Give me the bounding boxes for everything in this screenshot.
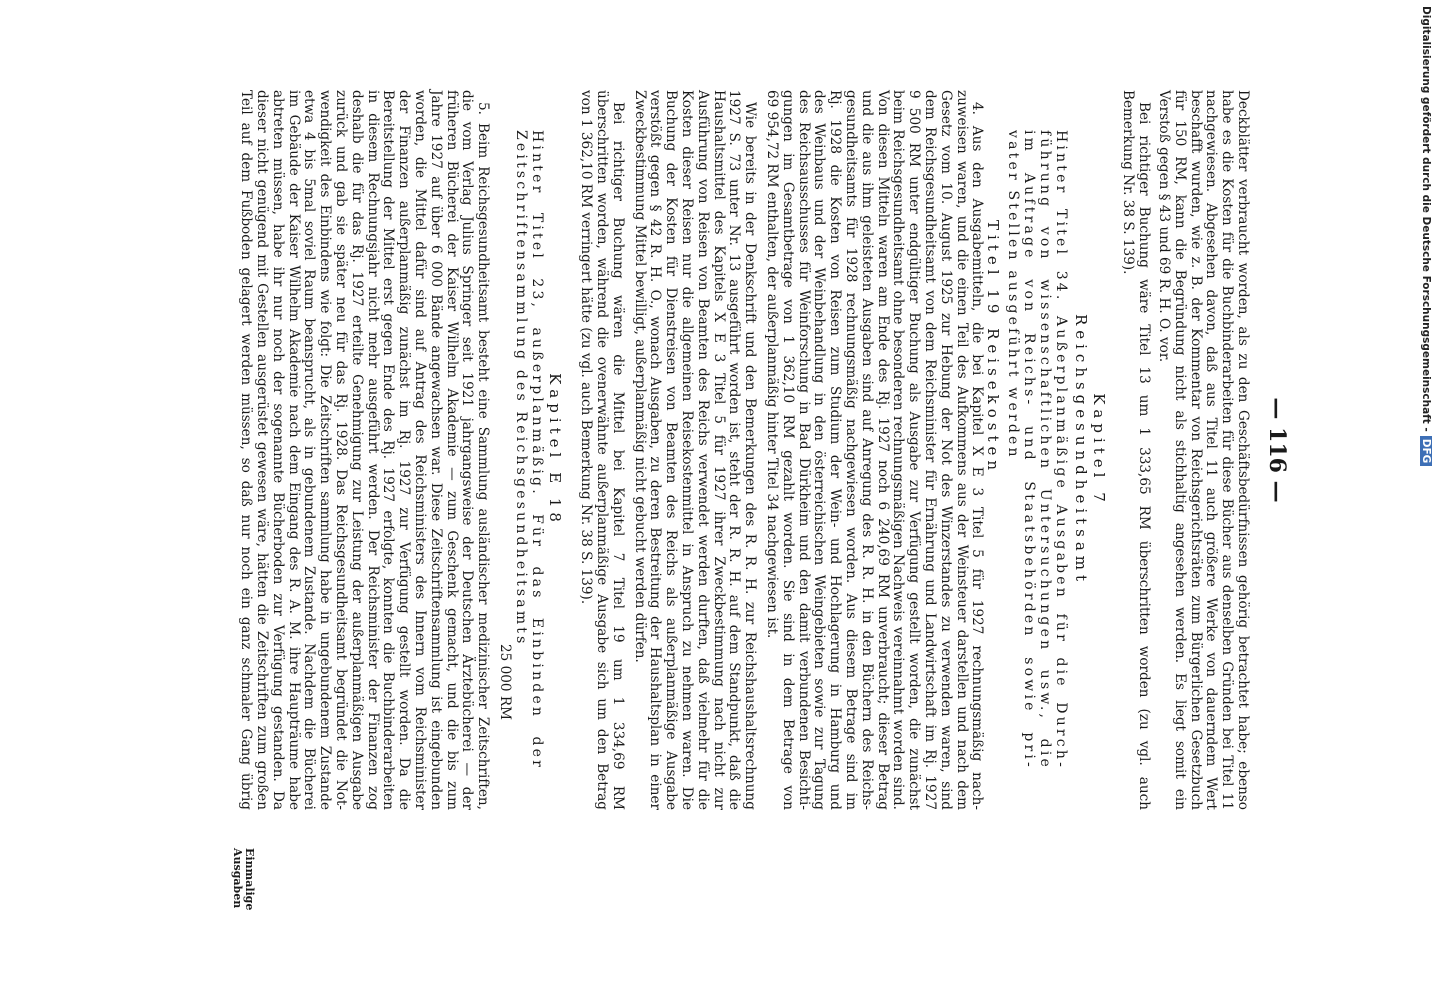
chapter-7-heading: Kapitel 7: [1089, 393, 1108, 507]
text-line: Rj. 1928 die Kosten von Reisen zum Studium der Wein- und Hochlagerung in Hamburg und: [827, 90, 844, 810]
text-line: und die aus ihm geleisteten Ausgaben sind auf Anregung des R. R. H. in den Büchern des Reichs-: [858, 90, 875, 810]
digitization-note: [1418, 6, 1432, 996]
text-line: zurück und gab sie später neu für das Rj. 1928. Das Reichsgesundheitsamt begründet die Not-: [332, 90, 349, 810]
text-line: für 150 RM, kann die Begründung nicht als stichhaltig angesehen werden. Es liegt somit ein: [1171, 90, 1188, 810]
text-line: des Weinbaus und der Weinbehandlung in den österreichischen Weingebieten sowie zur Tagung: [811, 90, 828, 810]
text-line: wendigkeit des Einbindens wie folgt: Die Zeitschriften sammlung habe in ungebundenem Zustande: [317, 90, 334, 810]
text-line: habe es die Kosten für die Buchbinderarbeiten für diese Bücher aus denselben Gründen bei Titel 11: [1219, 90, 1236, 810]
text-line: gungen im Gesamtbetrage von 1 362,10 RM gezahlt worden. Sie sind in dem Betrage von: [779, 90, 796, 810]
text-line: dem Reichsgesundheitsamt von dem Reichsminister für Ernährung und Landwirtschaft im Rj. 1927: [922, 90, 939, 810]
text-line: beschafft wurden, wie z. B. der Kommentar von Reichsgerichtsräten zum Bürgerlichen Gesetzbuch: [1187, 90, 1204, 810]
text-line: Haushaltsmittel des Kapitels X E 3 Titel 5 für 1927 ihrer Zweckbestimmung nach nicht zur: [710, 90, 727, 810]
text-line: nachgewiesen. Abgesehen davon, daß aus Titel 11 auch größere Werke von dauerndem Wert: [1203, 90, 1220, 810]
text-line: gesundheitsamts für 1928 rechnungsmäßig nachgewiesen worden. Aus diesem Betrage sind im: [843, 90, 860, 810]
margin-note-line-2: Ausgaben: [231, 848, 244, 909]
text-line: dieser nicht genügend mit Gestellen ausgerüstet gewesen wäre, hätten die Zeitschriften zum großen: [253, 90, 270, 810]
text-line: 69 954,72 RM enthalten, der außerplanmäßig hinter Titel 34 nachgewiesen ist.: [764, 90, 781, 639]
text-line: Verstoß gegen § 43 und 69 R. H. O. vor.: [1156, 90, 1173, 363]
paragraph-4: [763, 90, 984, 810]
text-line: beim Reichsgesundheitsamt ohne besonderen rechnungsmäßigen Nachweis vereinnahmt worden sind.: [890, 90, 907, 810]
rotated-page: [110, 90, 1290, 810]
text-line: abtreten müssen, habe ihr nur noch der sogenannte Bücherboden zur Verfügung gestanden. Da: [269, 90, 286, 810]
text-line: Bereitstellung der Mittel erst gegen Ende des Rj. 1927 erfolgte, konnten die Buchbinderarbeiten: [380, 90, 397, 810]
text-line: führung von wissenschaftlichen Untersuchungen usw., die: [1036, 130, 1053, 770]
text-line: Ausführung von Reisen von Beamten des Reichs verwendet werden durften, daß vielmehr für die: [694, 90, 711, 810]
text-line: die vom Verlag Julius Springer seit 1921 jahrgangsweise der Deutschen Ärztebücherei — der: [459, 90, 476, 810]
office-heading: Reichsgesundheitsamt: [1071, 313, 1090, 587]
page-number: — 116 —: [1264, 397, 1290, 503]
chapter-e18-heading: Kapitel E 18: [545, 373, 564, 527]
text-line: vater Stellen ausgeführt werden: [1005, 130, 1022, 460]
text-line: 1927 S. 73 unter Nr. 13 ausgeführt worden ist, steht der R. R. H. auf dem Standpunkt, daß die: [726, 90, 743, 810]
text-line: Buchung der Kosten für Dienstreisen von Beamten des Reichs als außerplanmäßige Ausgabe: [663, 90, 680, 810]
text-line: im Auftrage von Reichs- und Staatsbehörden sowie pri-: [1021, 130, 1038, 770]
text-line: verstößt gegen § 42 R. H. O., wonach Ausgaben, zu deren Bestreitung der Haushaltsplan in einer: [647, 90, 664, 810]
paragraph-5: [237, 90, 490, 810]
text-line: von 1 362,10 RM verringert hätte (zu vgl. auch Bemerkung Nr. 38 S. 139).: [578, 90, 595, 605]
text-line: Bei richtiger Buchung wären die Mittel bei Kapitel 7 Titel 19 um 1 334,69 RM: [609, 102, 626, 810]
paragraph-2: [1120, 90, 1152, 810]
margin-note-line-1: Einmalige: [243, 848, 256, 911]
text-line: zuweisen waren, und die einen Teil des Aufkommens aus der Weinsteuer darstellen und nach dem: [953, 90, 970, 810]
text-line: früheren Bücherei der Kaiser Wilhelm Akademie — zum Geschenk gemacht, und die bis zum: [443, 90, 460, 810]
title-34-heading: [1004, 130, 1067, 770]
text-line: 9 500 RM unter endgültiger Buchung als Ausgabe zur Verfügung gestellt worden, die zunächst: [906, 90, 923, 810]
text-line: etwa 4 bis 5mal soviel Raum beansprucht, als in gebundenem Zustande. Nachdem die Bücherei: [301, 90, 318, 810]
text-line: des Reichsausschusses für Weinforschung in Bad Dürkheim und den damit verbundenen Besichti-: [795, 90, 812, 810]
text-line: Gesetz vom 10. August 1925 zur Hebung der Not des Winzerstandes zu verwenden waren, sind: [937, 90, 954, 810]
text-line: worden, die Mittel dafür sind auf Antrag des Reichsministers des Innern vom Reichsminister: [411, 90, 428, 810]
text-line: 4. Aus den Ausgabemitteln, die bei Kapitel X E 3 Titel 5 für 1927 rechnungsmäßig nach-: [969, 102, 986, 810]
paragraph-4b: [631, 90, 757, 810]
text-line: in diesem Rechnungsjahr nicht mehr ausgeführt werden. Der Reichsminister der Finanzen zog: [364, 90, 381, 810]
text-line: Teil auf dem Fußboden gelagert werden müssen, so daß nur noch ein ganz schmaler Gang übrig: [238, 90, 255, 810]
text-line: Kosten dieser Reisen nur die allgemeinen Reisekostenmittel in Anspruch zu nehmen waren. Die: [679, 90, 696, 810]
text-line: Hinter Titel 23, außerplanmäßig. Für das Einbinden der: [528, 130, 545, 770]
text-line: Zeitschriftensammlung des Reichsgesundheitsamts: [512, 130, 529, 647]
title-23-heading: [512, 130, 544, 770]
text-line: überschritten worden, während die ovenerwähnte außerplanmäßige Ausgabe sich um den Betrag: [594, 90, 611, 810]
text-line: Jahre 1927 auf über 6 000 Bände angewachsen war. Diese Zeitschriftensammlung ist eingebunden: [427, 90, 444, 810]
digitization-note-text: Digitalisierung gefördert durch die Deutsche Forschungsgemeinschaft -: [1420, 6, 1432, 432]
text-line: Deckblätter verbraucht worden, als zu den Geschäftsbedürfnissen gehörig betrachtet habe; ebenso: [1235, 90, 1251, 810]
text-line: Hinter Titel 34. Außerplanmäßige Ausgaben für die Durch-: [1052, 130, 1069, 770]
text-line: Bemerkung Nr. 38 S. 139).: [1120, 90, 1137, 275]
title-19-heading: Titel 19 Reisekosten: [984, 220, 1003, 476]
text-line: Zweckbestimmung Mittel bewilligt, außerplanmäßig nicht gebucht werden dürfen.: [631, 90, 648, 663]
page-body: [237, 90, 1250, 810]
margin-note: [231, 848, 255, 928]
text-line: deshalb die für das Rj. 1927 erteilte Genehmigung zur Leistung der außerplanmäßigen Ausgabe: [348, 90, 365, 810]
text-line: im Gebäude der Kaiser Wilhelm Akademie nach dem Eingang des R. A. M. ihre Haupträume habe: [285, 90, 302, 810]
paragraph-4c: [578, 90, 625, 810]
text-line: Von diesen Mitteln waren am Ende des Rj. 1927 noch 6 240,69 RM unverbraucht; dieser Betrag: [874, 90, 891, 810]
amount: 25 000 RM: [496, 643, 513, 720]
text-line: 5. Beim Reichsgesundheitsamt besteht eine Sammlung ausländischer medizinischer Zeitschriften,: [475, 102, 492, 810]
text-line: Bei richtiger Buchung wäre Titel 13 um 1 333,65 RM überschritten worden (zu vgl. auch: [1136, 102, 1153, 810]
paragraph-1: [1155, 90, 1250, 810]
text-line: der Finanzen außerplanmäßig zunächst im Rj. 1927 zur Verfügung gestellt worden. Da die: [396, 90, 413, 810]
dfg-logo: DFG: [1420, 436, 1432, 467]
text-line: Wie bereits in der Denkschrift und den Bemerkungen des R. R. H. zur Reichshaushaltsrechnung: [742, 102, 759, 810]
